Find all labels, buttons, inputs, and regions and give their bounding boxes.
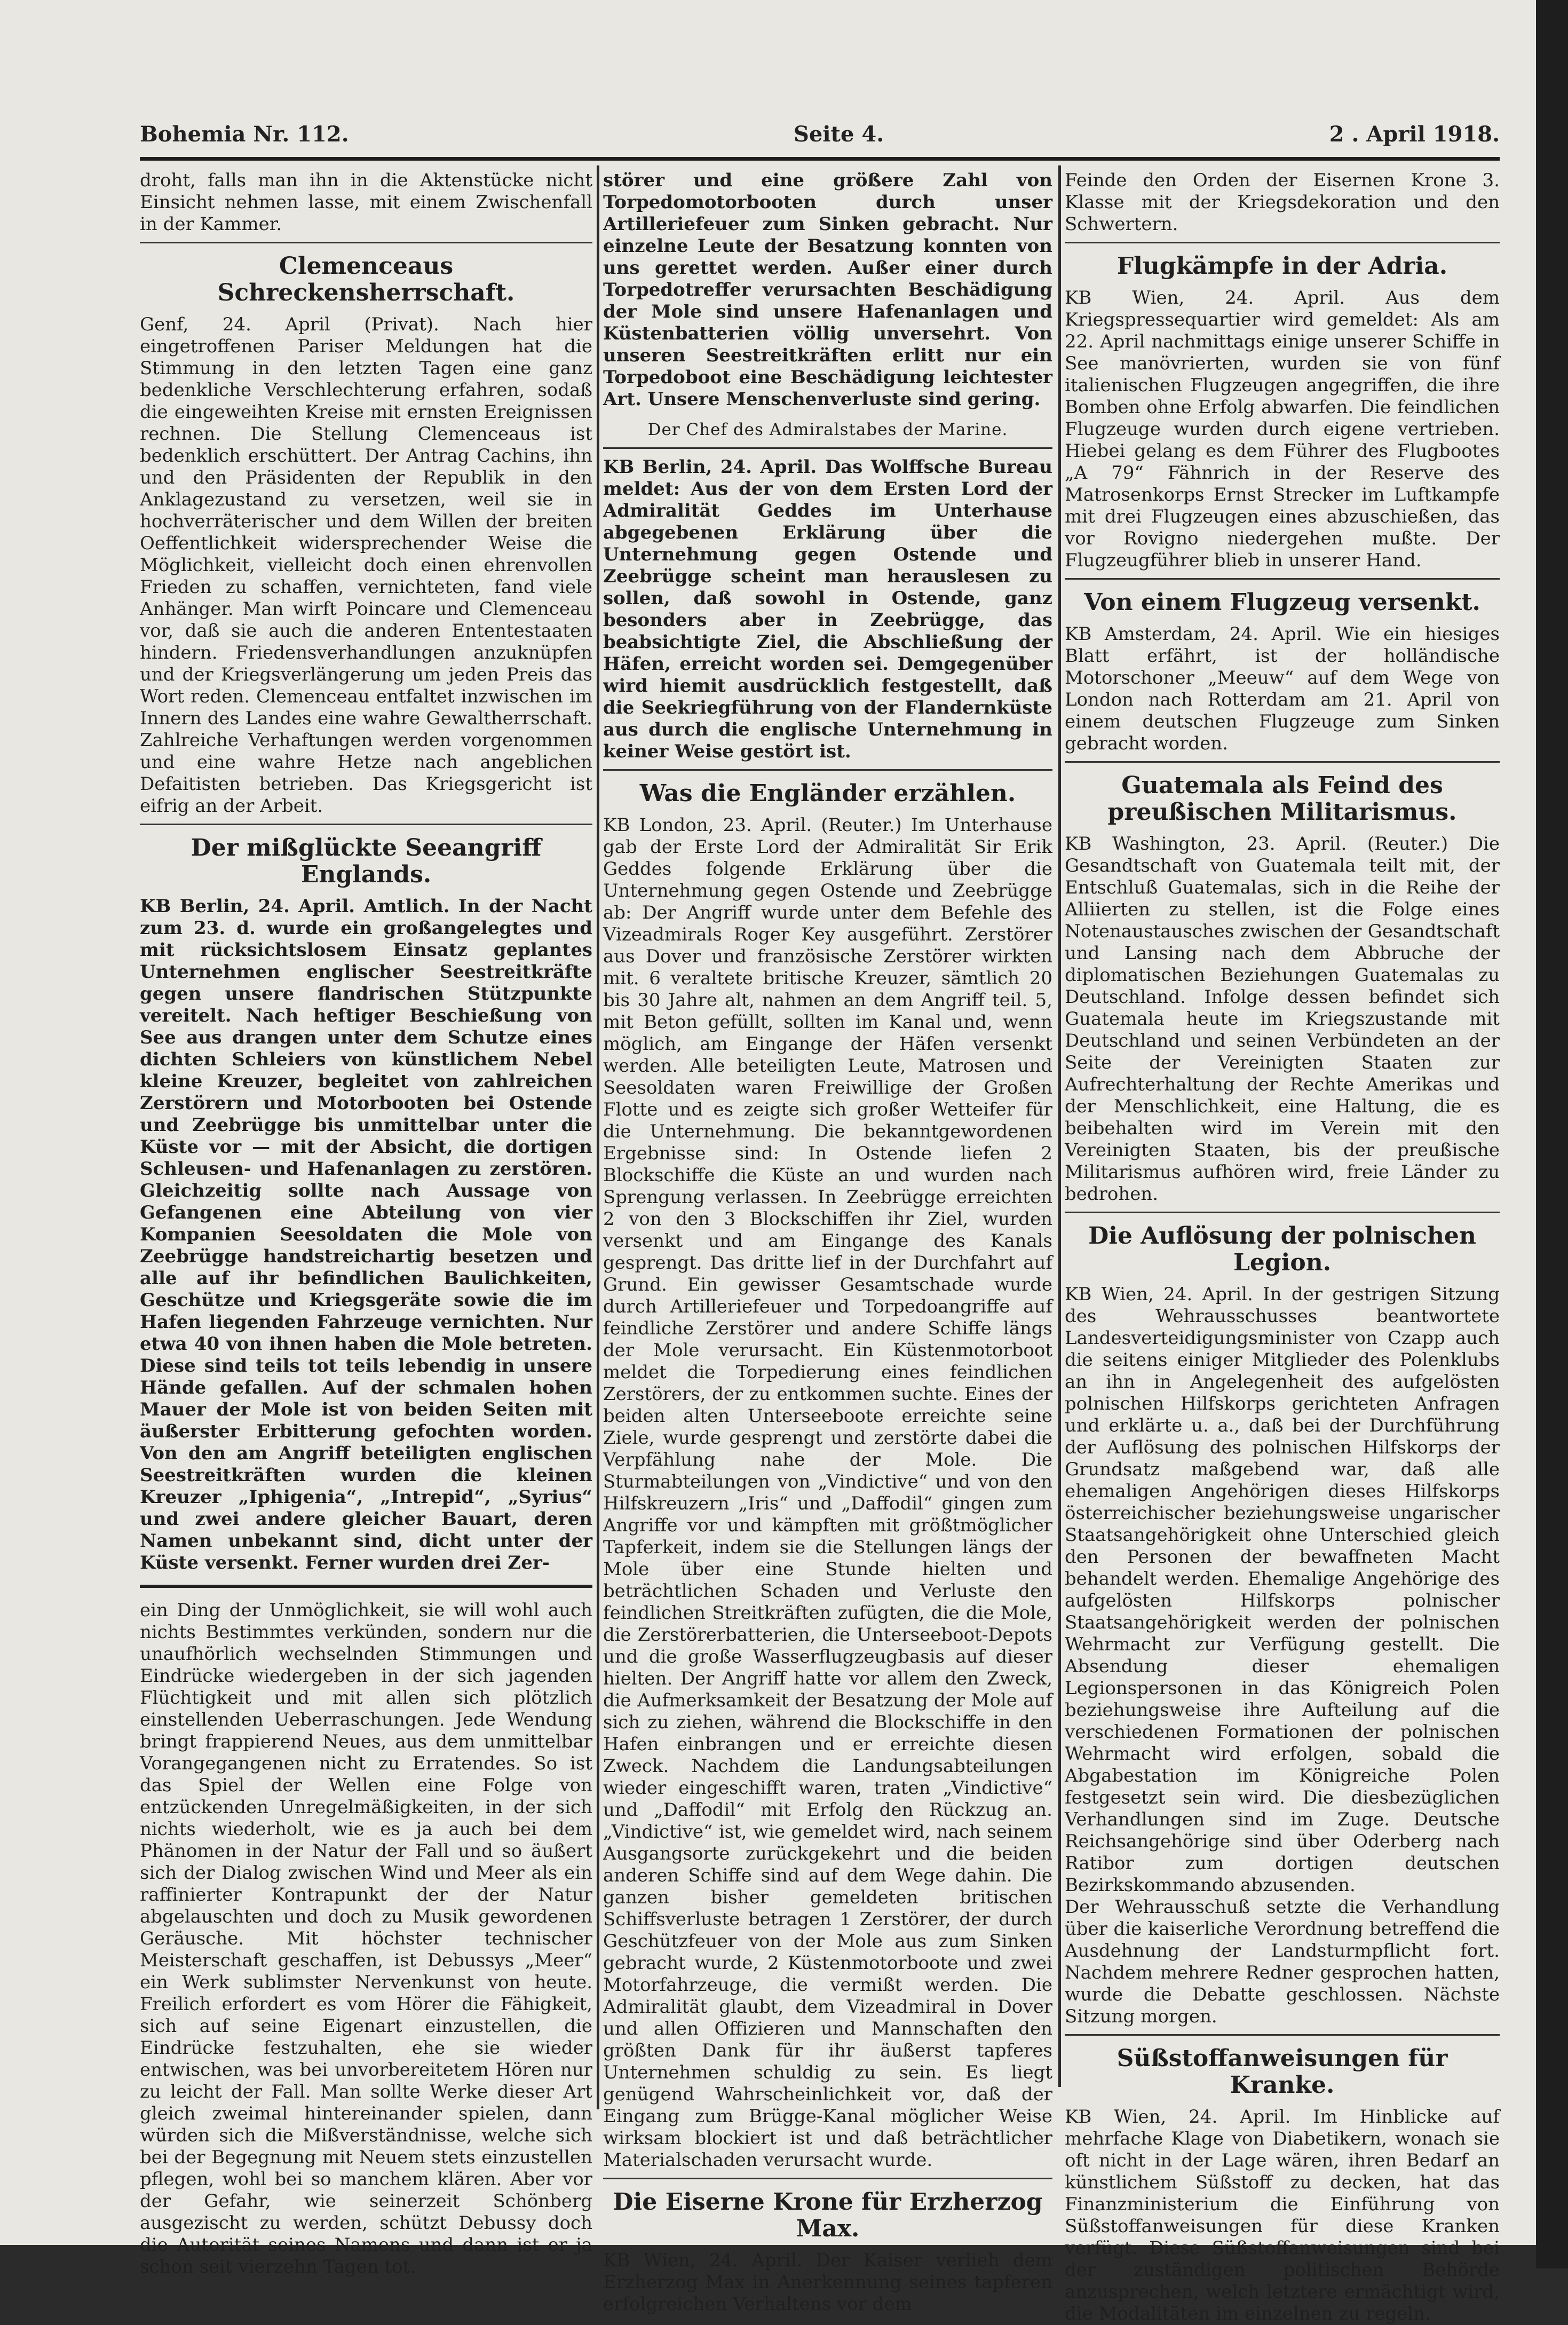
article-flugzeug: KB Amsterdam, 24. April. Wie ein hiesiges Blatt erfährt, ist der holländische Motorschoner „Meeuw“ auf dem Wege von London nach Rotterdam am 21. April von einem deutschen Flugzeuge zum Sinken gebracht worden.	[1065, 623, 1500, 754]
column-3	[1065, 170, 1500, 2324]
masthead-rule	[140, 157, 1500, 161]
divider	[603, 447, 1052, 449]
article-suessstoff: KB Wien, 24. April. Im Hinblicke auf mehrfache Klage von Diabetikern, wonach sie oft nicht in der Lage wären, ihren Bedarf an künstlichem Süßstoff zu decken, hat das Finanzministerium die Einführung von Süßstoffanweisungen für diese Kranken verfügt. Diese Süßstoffanweisungen sind bei der zuständigen politischen Behörde anzusprechen, welch letztere ermächtigt wird, die Modalitäten im einzelnen zu regeln.	[1065, 2106, 1500, 2324]
headline-adria: Flugkämpfe in der Adria.	[1116, 252, 1448, 280]
headline-seeangriff: Der mißglückte Seeangriff Englands.	[191, 834, 542, 888]
page-number: Seite 4.	[794, 122, 884, 147]
headline-englaender: Was die Engländer erzählen.	[639, 780, 1016, 807]
scan-edge	[1536, 0, 1568, 2268]
headline-guatemala: Guatemala als Feind des preußischen Militarismus.	[1107, 772, 1457, 826]
article-feuilleton: ein Ding der Unmöglichkeit, sie will wohl auch nichts Bestimmtes verkünden, sondern nur die unaufhörlich wechselnden Stimmungen und Eindrücke wiedergeben in der sich jagenden Flüchtigkeit und mit allen sich plötzlich einstellenden Ueberraschungen. Jede Wendung bringt frappierend Neues, aus dem unmittelbar Vorangegangenen nicht zu Erratendes. So ist das Spiel der Wellen eine Folge von entzückenden Unregelmäßigkeiten, in der sich nichts wiederholt, wie es ja auch bei dem Phänomen in der Natur der Fall und so äußert sich der Dialog zwischen Wind und Meer als ein raffinierter Kontrapunkt der der Natur abgelauschten und doch zu Musik gewordenen Geräusche. Mit höchster technischer Meisterschaft geschaffen, ist Debussys „Meer“ ein Werk sublimster Nervenkunst von heute. Freilich erfordert es vom Hörer die Fähigkeit, sich auf seine Eigenart einzustellen, die Eindrücke festzuhalten, ehe sie wieder entwischen, was bei unvorbereitetem Hören nur zu leicht der Fall. Man sollte Werke dieser Art gleich zweimal hintereinander spielen, dann würden sich die Mißverständnisse, welche sich bei der Begegnung mit Neuem stets einzustellen pflegen, wohl bei so manchem klären. Aber vor der Gefahr, wie seinerzeit Schönberg ausgezischt zu werden, schützt Debussy doch die Autorität seines Namens und dann ist er ja schon seit vierzehn Tagen tot.	[140, 1600, 592, 2277]
article-eiserne-krone-continued: Feinde den Orden der Eisernen Krone 3. Klasse mit der Kriegsdekoration und den Schwertern.	[1065, 170, 1500, 235]
article-seeangriff-continued: störer und eine größere Zahl von Torpedomotorbooten durch unser Artilleriefeuer zum Sinken gebracht. Nur einzelne Leute der Besatzung konnten von uns gerettet werden. Außer einer durch Torpedotreffer verursachten Beschädigung der Mole sind unsere Hafenanlagen und Küstenbatterien völlig unversehrt. Von unseren Seestreitkräften erlitt nur ein Torpedoboot eine Beschädigung leichtester Art. Unsere Menschenverluste sind gering.	[603, 170, 1052, 410]
headline-flugzeug: Von einem Flugzeug versenkt.	[1084, 589, 1480, 616]
column-1	[140, 170, 592, 2277]
article-englaender: KB London, 23. April. (Reuter.) Im Unterhause gab der Erste Lord der Admiralität Sir Erik Geddes folgende Erklärung über die Unternehmung gegen Ostende und Zeebrügge ab: Der Angriff wurde unter dem Befehle des Vizeadmirals Roger Key ausgeführt. Zerstörer aus Dover und französische Zerstörer wirkten mit. 6 veraltete britische Kreuzer, sämtlich 20 bis 30 Jahre alt, nahmen an dem Angriff teil. 5, mit Beton gefüllt, sollten im Kanal und, wenn möglich, am Eingange der Häfen versenkt werden. Alle beteiligten Leute, Matrosen und Seesoldaten waren Freiwillige der Großen Flotte und es zeigte sich großer Wetteifer für die Unternehmung. Die bekanntgewordenen Ergebnisse sind: In Ostende liefen 2 Blockschiffe die Küste an und wurden nach Sprengung verlassen. In Zeebrügge erreichten 2 von den 3 Blockschiffen ihr Ziel, wurden versenkt und am Eingange des Kanals gesprengt. Das dritte lief in der Durchfahrt auf Grund. Ein gewisser Gesamtschade wurde durch Artilleriefeuer und Torpedoangriffe auf feindliche Zerstörer und andere Schiffe längs der Mole verursacht. Ein Küstenmotorboot meldet die Torpedierung eines feindlichen Zerstörers, der zu entkommen suchte. Eines der beiden alten Unterseeboote erreichte seine Ziele, wurde gesprengt und zerstörte dabei die Verpfählung nahe der Mole. Die Sturmabteilungen von „Vindictive“ und von den Hilfskreuzern „Iris“ und „Daffodil“ gingen zum Angriffe vor und kämpften mit größtmöglicher Tapferkeit, indem sie die Stellungen längs der Mole über eine Stunde hielten und beträchtlichen Schaden und Verluste den feindlichen Streitkräften zufügten, die die Mole, die Zerstörerbatterien, die Unterseeboot-Depots und die große Wasserflugzeugbasis auf dieser hielten. Der Angriff hatte vor allem den Zweck, die Aufmerksamkeit der Besatzung der Mole auf sich zu ziehen, während die Blockschiffe in den Hafen einbrangen und er erreichte diesen Zweck. Nachdem die Landungsabteilungen wieder eingeschifft waren, traten „Vindictive“ und „Daffodil“ mit Erfolg den Rückzug an. „Vindictive“ ist, wie gemeldet wird, nach seinem Ausgangsorte zurückgekehrt und die beiden anderen Schiffe sind auf dem Wege dahin. Die ganzen bisher gemeldeten britischen Schiffsverluste betragen 1 Zerstörer, der durch Geschützfeuer von der Mole aus zum Sinken gebracht wurde, 2 Küstenmotorboote und zwei Motorfahrzeuge, die vermißt werden. Die Admiralität glaubt, dem Vizeadmiral in Dover und allen Offizieren und Mannschaften den größten Dank für ihr äußerst tapferes Unternehmen schuldig zu sein. Es liegt genügend Wahrscheinlichkeit vor, daß der Eingang zum Brügge-Kanal möglicher Weise wirksam blockiert ist und daß beträchtlicher Materialschaden verursacht wurde.	[603, 814, 1052, 2171]
issue-date: 2 . April 1918.	[1329, 122, 1500, 147]
article-wolff-bureau: KB Berlin, 24. April. Das Wolffsche Bureau meldet: Aus der von dem Ersten Lord der Admiralität Geddes im Unterhause abgegebenen Erklärung über die Unternehmung gegen Ostende und Zeebrügge scheint man herauslesen zu sollen, daß sowohl in Ostende, ganz besonders aber in Zeebrügge, das beabsichtigte Ziel, die Abschließung der Häfen, erreicht worden sei. Demgegenüber wird hiemit ausdrücklich festgestellt, daß die Seekriegführung von der Flandernküste aus durch die englische Unternehmung in keiner Weise gestört ist.	[603, 456, 1052, 762]
column-rule-1	[597, 165, 599, 2109]
masthead	[140, 122, 1500, 153]
divider	[1065, 578, 1500, 580]
article-polnische-legion: KB Wien, 24. April. In der gestrigen Sitzung des Wehrausschusses beantwortete Landesverteidigungsminister von Czapp auch die seitens einiger Mitglieder des Polenklubs an ihn in Angelegenheit des aufgelösten polnischen Hilfskorps gerichteten Anfragen und erklärte u. a., daß bei der Durchführung der Auflösung des polnischen Hilfskorps der Grundsatz maßgebend war, daß alle ehemaligen Angehörigen dieses Hilfskorps österreichischer beziehungsweise ungarischer Staatsangehörigkeit ohne Unterschied gleich den Personen der bewaffneten Macht behandelt werden. Ehemalige Angehörige des aufgelösten Hilfskorps polnischer Staatsangehörigkeit werden der polnischen Wehrmacht zur Verfügung gestellt. Die Absendung dieser ehemaligen Legionspersonen in das Königreich Polen beziehungsweise ihre Aufteilung auf die verschiedenen Formationen der polnischen Wehrmacht wird erfolgen, sobald die Abgabestation im Königreiche Polen festgesetzt sein wird. Die diesbezüglichen Verhandlungen sind im Zuge. Deutsche Reichsangehörige sind über Oderberg nach Ratibor zum dortigen deutschen Bezirkskommando abzusenden.	[1065, 1284, 1500, 1896]
article-continuation: droht, falls man ihn in die Aktenstücke nicht Einsicht nehmen lasse, mit einem Zwischenfall in der Kammer.	[140, 170, 592, 235]
paper-issue: Bohemia Nr. 112.	[140, 122, 349, 147]
headline-clemenceau: Clemenceaus Schreckensherrschaft.	[217, 252, 515, 306]
article-adria: KB Wien, 24. April. Aus dem Kriegspressequartier wird gemeldet: Als am 22. April nachmittags einige unserer Schiffe in See manövrierten, wurden sie von fünf italienischen Flugzeugen angegriffen, die ihre Bomben ohne Erfolg abwarfen. Die feindlichen Flugzeuge wurden durch eigene vertrieben. Hiebei gelang es dem Führer des Flugbootes „A 79“ Fähnrich in der Reserve des Matrosenkorps Ernst Strecker im Luftkampfe mit drei Flugzeugen eines abzuschießen, das vor Rovigno niedergehen mußte. Der Flugzeugführer blieb in unserer Hand.	[1065, 287, 1500, 571]
headline-suessstoff: Süßstoffanweisungen für Kranke.	[1116, 2045, 1448, 2099]
divider	[140, 824, 592, 825]
article-wehrausschuss: Der Wehrausschuß setzte die Verhandlung über die kaiserliche Verordnung betreffend die Ausdehnung der Landsturmpflicht fort. Nachdem mehrere Redner gesprochen hatten, wurde die Debatte geschlossen. Nächste Sitzung morgen.	[1065, 1896, 1500, 2027]
article-clemenceau: Genf, 24. April (Privat). Nach hier eingetroffenen Pariser Meldungen hat die Stimmung in den letzten Tagen eine ganz bedenkliche Verschlechterung erfahren, sodaß die eingeweihten Kreise mit ernsten Ereignissen rechnen. Die Stellung Clemenceaus ist bedenklich erschüttert. Der Antrag Cachins, ihn und den Präsidenten der Republik in den Anklagezustand zu versetzen, weil sie in hochverräterischer und dem Willen der breiten Oeffentlichkeit widersprechender Weise die Möglichkeit, vielleicht doch einen ehrenvollen Frieden zu schaffen, vernichteten, fand viele Anhänger. Man wirft Poincare und Clemenceau vor, daß sie auch die anderen Ententestaaten hindern. Friedensverhandlungen anzuknüpfen und der Kriegsverlängerung um jeden Preis das Wort reden. Clemenceau entfaltet inzwischen im Innern des Landes eine wahre Gewaltherrschaft. Zahlreiche Verhaftungen werden vorgenommen und eine wahre Hetze nach angeblichen Defaitisten betrieben. Das Kriegsgericht ist eifrig an der Arbeit.	[140, 314, 592, 817]
divider	[1065, 1212, 1500, 1213]
article-seeangriff: KB Berlin, 24. April. Amtlich. In der Nacht zum 23. d. wurde ein großangelegtes und mit rücksichtslosem Einsatz geplantes Unternehmen englischer Seestreitkräfte gegen unsere flandrischen Stützpunkte vereitelt. Nach heftiger Beschießung von See aus drangen unter dem Schutze eines dichten Schleiers von künstlichem Nebel kleine Kreuzer, begleitet von zahlreichen Zerstörern und Motorbooten bei Ostende und Zeebrügge bis unmittelbar unter die Küste vor — mit der Absicht, die dortigen Schleusen- und Hafenanlagen zu zerstören. Gleichzeitig sollte nach Aussage von Gefangenen eine Abteilung von vier Kompanien Seesoldaten die Mole von Zeebrügge handstreichartig besetzen und alle auf ihr befindlichen Baulichkeiten, Geschütze und Kriegsgeräte sowie die im Hafen liegenden Fahrzeuge vernichten. Nur etwa 40 von ihnen haben die Mole betreten. Diese sind teils tot teils lebendig in unsere Hände gefallen. Auf der schmalen hohen Mauer der Mole ist von beiden Seiten mit äußerster Erbitterung gefochten worden. Von den am Angriff beteiligten englischen Seestreitkräften wurden die kleinen Kreuzer „Iphigenia“, „Intrepid“, „Syrius“ und zwei andere gleicher Bauart, deren Namen unbekannt sind, dicht unter der Küste versenkt. Ferner wurden drei Zer-	[140, 896, 592, 1573]
divider	[603, 769, 1052, 771]
article-guatemala: KB Washington, 23. April. (Reuter.) Die Gesandtschaft von Guatemala teilt mit, der Entschluß Guatemalas, sich in die Reihe der Alliierten zu stellen, ist die Folge eines Notenaustausches zwischen der Gesandtschaft und Lansing nach dem Abbruche der diplomatischen Beziehungen Guatemalas zu Deutschland. Infolge dessen befindet sich Guatemala heute im Kriegszustande mit Deutschland und seinen Verbündeten an der Seite der Vereinigten Staaten zur Aufrechterhaltung der Rechte Amerikas und der Menschlichkeit, eine Haltung, die es beibehalten wird im Verein mit den Vereinigten Staaten, bis der preußische Militarismus aufhören wird, freie Länder zu bedrohen.	[1065, 833, 1500, 1205]
feuilleton-rule	[140, 1585, 592, 1588]
divider	[1065, 761, 1500, 763]
column-2	[603, 170, 1052, 2315]
headline-polnische-legion: Die Auflösung der polnischen Legion.	[1088, 1222, 1476, 1276]
divider	[1065, 2034, 1500, 2036]
divider	[1065, 242, 1500, 243]
column-rule-2	[1058, 165, 1061, 2087]
divider	[140, 242, 592, 243]
headline-eiserne-krone: Die Eiserne Krone für Erzherzog Max.	[613, 2188, 1043, 2242]
signature-admiralstab: Der Chef des Admiralstabes der Marine.	[647, 420, 1008, 439]
article-eiserne-krone: KB Wien, 24. April. Der Kaiser verlieh dem Erzherzog Max in Anerkennung seines tapferen erfolgreichen Verhaltens vor dem	[603, 2250, 1052, 2315]
divider	[603, 2178, 1052, 2179]
